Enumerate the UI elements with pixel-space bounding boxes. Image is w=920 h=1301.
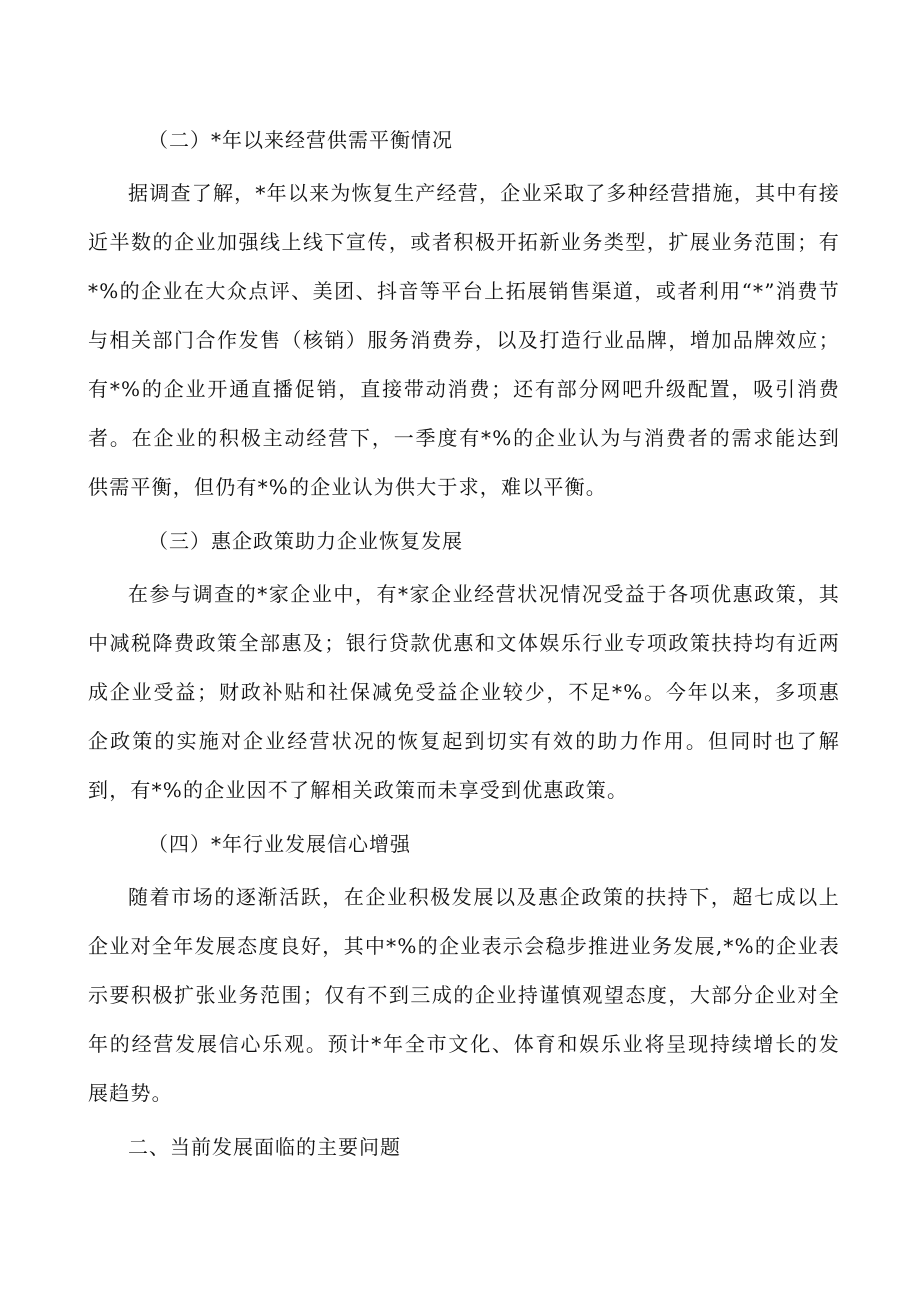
section-heading-4: （四）*年行业发展信心增强 bbox=[148, 832, 411, 856]
chapter-heading: 二、当前发展面临的主要问题 bbox=[128, 1135, 401, 1159]
section-paragraph-2: 据调查了解，*年以来为恢复生产经营，企业采取了多种经营措施，其中有接近半数的企业加强线上线下宣传，或者积极开拓新业务类型，扩展业务范围；有*%的企业在大众点评、美团、抖音等平台上拓展销售渠道，或者利用“*”消费节与相关部门合作发售（核销）服务消费券，以及打造行业品牌，增加品牌效应；有*%的企业开通直播促销，直接带动消费；还有部分网吧升级配置，吸引消费者。在企业的积极主动经营下，一季度有*%的企业认为与消费者的需求能达到供需平衡，但仍有*%的企业认为供大于求，难以平衡。 bbox=[88, 181, 840, 499]
section-heading-3: （三）惠企政策助力企业恢复发展 bbox=[148, 529, 463, 553]
section-heading-2: （二）*年以来经营供需平衡情况 bbox=[148, 128, 453, 152]
section-paragraph-3: 在参与调查的*家企业中，有*家企业经营状况情况受益于各项优惠政策，其中减税降费政策全部惠及；银行贷款优惠和文体娱乐行业专项政策扶持均有近两成企业受益；财政补贴和社保减免受益企业较少，不足*%。今年以来，多项惠企政策的实施对企业经营状况的恢复起到切实有效的助力作用。但同时也了解到，有*%的企业因不了解相关政策而未享受到优惠政策。 bbox=[88, 582, 840, 802]
section-paragraph-4: 随着市场的逐渐活跃，在企业积极发展以及惠企政策的扶持下，超七成以上企业对全年发展态度良好，其中*%的企业表示会稳步推进业务发展,*%的企业表示要积极扩张业务范围；仅有不到三成的企业持谨慎观望态度，大部分企业对全年的经营发展信心乐观。预计*年全市文化、体育和娱乐业将呈现持续增长的发展趋势。 bbox=[88, 885, 840, 1105]
